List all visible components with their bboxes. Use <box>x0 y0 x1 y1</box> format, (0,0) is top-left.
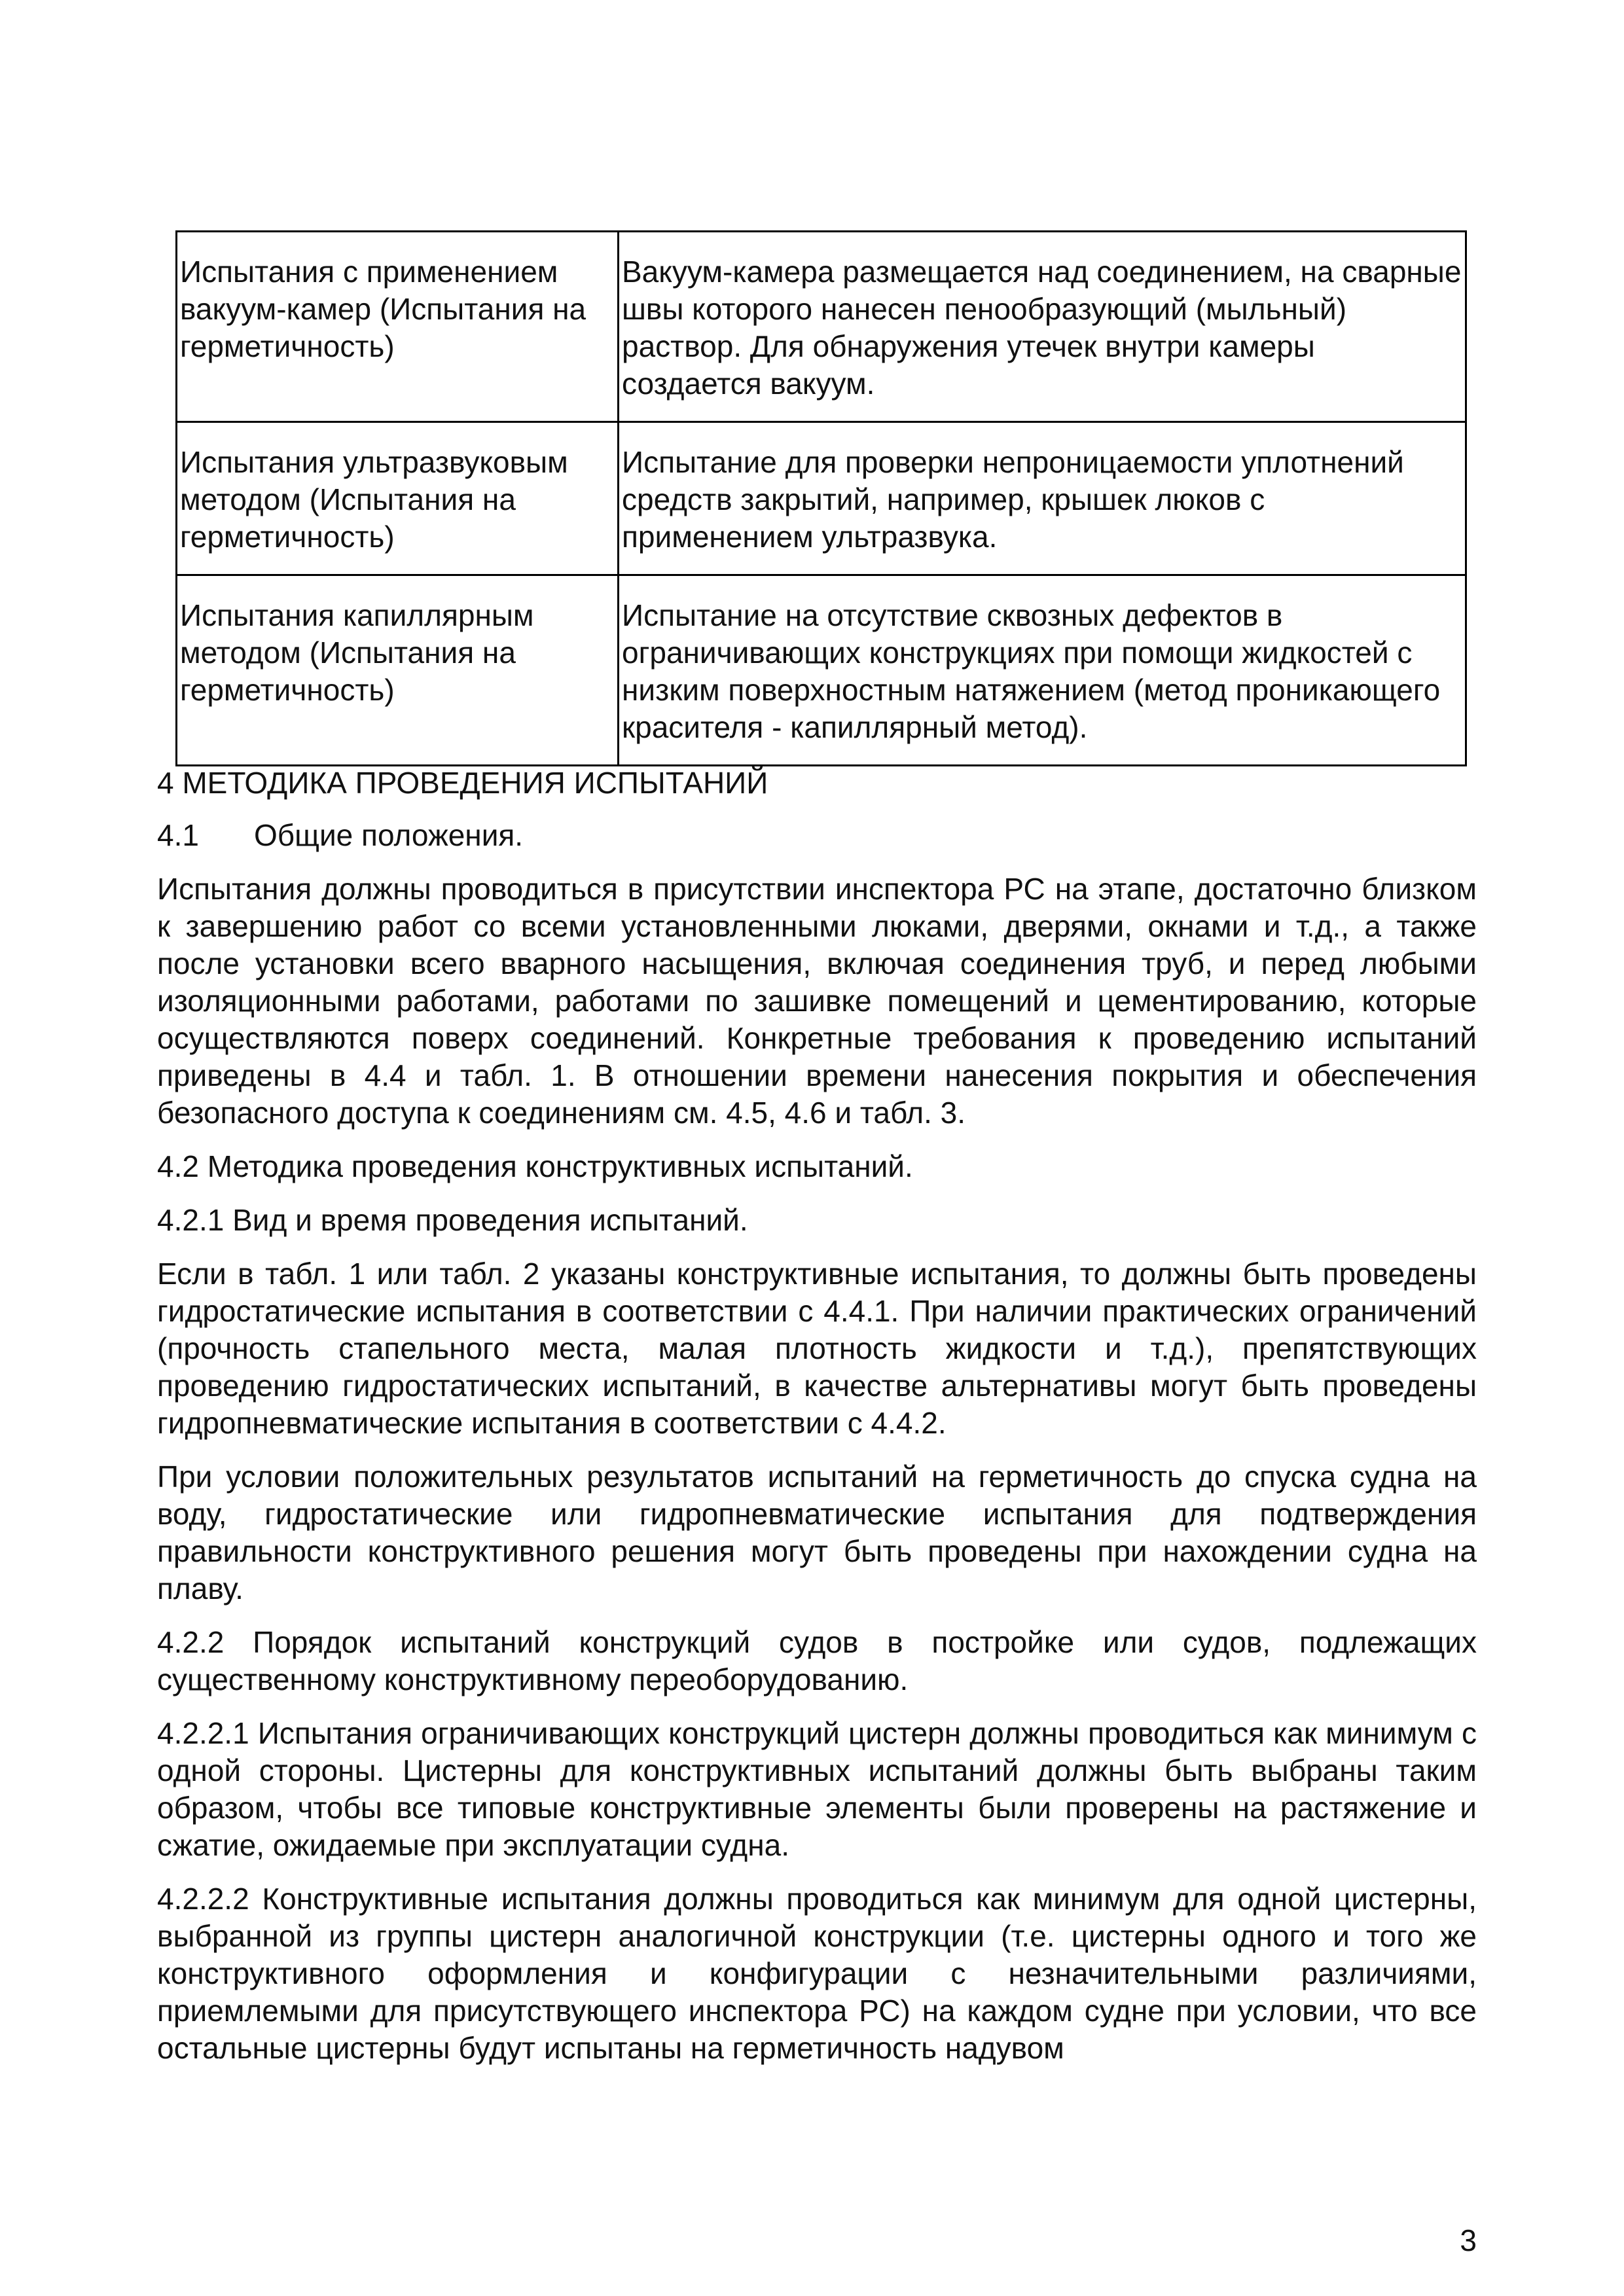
section-heading: 4 МЕТОДИКА ПРОВЕДЕНИЯ ИСПЫТАНИЙ <box>157 766 768 800</box>
paragraph: Если в табл. 1 или табл. 2 указаны конструктивные испытания, то должны быть проведены гидростатические испытания в соответствии с 4.4.1. При наличии практических ограничений (прочность стапельного места, малая плотность жидкости и т.д.), препятствующих проведению гидростатических испытаний, в качестве альтернативы могут быть проведены гидропневматические испытания в соответствии с 4.4.2. <box>157 1257 1477 1440</box>
subsection-number: 4.1 <box>157 818 199 852</box>
subsection-title: Общие положения. <box>254 818 524 852</box>
paragraph: 4.2.2 Порядок испытаний конструкций судов в постройке или судов, подлежащих существенному конструктивному переоборудованию. <box>157 1625 1477 1696</box>
table-row <box>177 575 1466 766</box>
table-cell-term: Испытания ультразвуковым методом (Испытания на герметичность) <box>177 422 619 575</box>
paragraph: 4.2.2.1 Испытания ограничивающих конструкций цистерн должны проводиться как минимум с одной стороны. Цистерны для конструктивных испытаний должны быть выбраны таким образом, чтобы все типовые конструктивные элементы были проверены на растяжение и сжатие, ожидаемые при эксплуатации судна. <box>157 1716 1477 1862</box>
paragraph: При условии положительных результатов испытаний на герметичность до спуска судна на воду, гидростатические или гидропневматические испытания для подтверждения правильности конструктивного решения могут быть проведены при нахождении судна на плаву. <box>157 1460 1477 1605</box>
paragraph: Испытания должны проводиться в присутствии инспектора РС на этапе, достаточно близком к завершению работ со всеми установленными люками, дверями, окнами и т.д., а также после установки всего вварного насыщения, включая соединения труб, и перед любыми изоляционными работами, работами по зашивке помещений и цементированию, которые осуществляются поверх соединений. Конкретные требования к проведению испытаний приведены в 4.4 и табл. 1. В отношении времени нанесения покрытия и обеспечения безопасного доступа к соединениям см. 4.5, 4.6 и табл. 3. <box>157 872 1477 1130</box>
body-text <box>157 764 1477 2083</box>
paragraph: 4.2.2.2 Конструктивные испытания должны проводиться как минимум для одной цистерны, выбранной из группы цистерн аналогичной конструкции (т.е. цистерны одного и того же конструктивного оформления и конфигурации с незначительными различиями, приемлемыми для присутствующего инспектора РС) на каждом судне при условии, что все остальные цистерны будут испытаны на герметичность надувом <box>157 1882 1477 2065</box>
test-methods-table <box>175 230 1467 766</box>
table-cell-definition: Вакуум-камера размещается над соединением, на сварные швы которого нанесен пенообразующий (мыльный) раствор. Для обнаружения утечек внутри камеры создается вакуум. <box>619 232 1466 422</box>
table-row <box>177 232 1466 422</box>
subsection-heading-4-2: 4.2 Методика проведения конструктивных испытаний. <box>157 1149 913 1183</box>
subsection-heading-4-1 <box>157 817 1477 854</box>
subsection-heading-4-2-1: 4.2.1 Вид и время проведения испытаний. <box>157 1203 748 1237</box>
table-cell-definition: Испытание для проверки непроницаемости уплотнений средств закрытий, например, крышек люков с применением ультразвука. <box>619 422 1466 575</box>
page-number: 3 <box>1460 2223 1477 2257</box>
table-row <box>177 422 1466 575</box>
table-cell-term: Испытания с применением вакуум-камер (Испытания на герметичность) <box>177 232 619 422</box>
table-cell-term: Испытания капиллярным методом (Испытания на герметичность) <box>177 575 619 766</box>
table-cell-definition: Испытание на отсутствие сквозных дефектов в ограничивающих конструкциях при помощи жидкостей с низким поверхностным натяжением (метод проникающего красителя - капиллярный метод). <box>619 575 1466 766</box>
